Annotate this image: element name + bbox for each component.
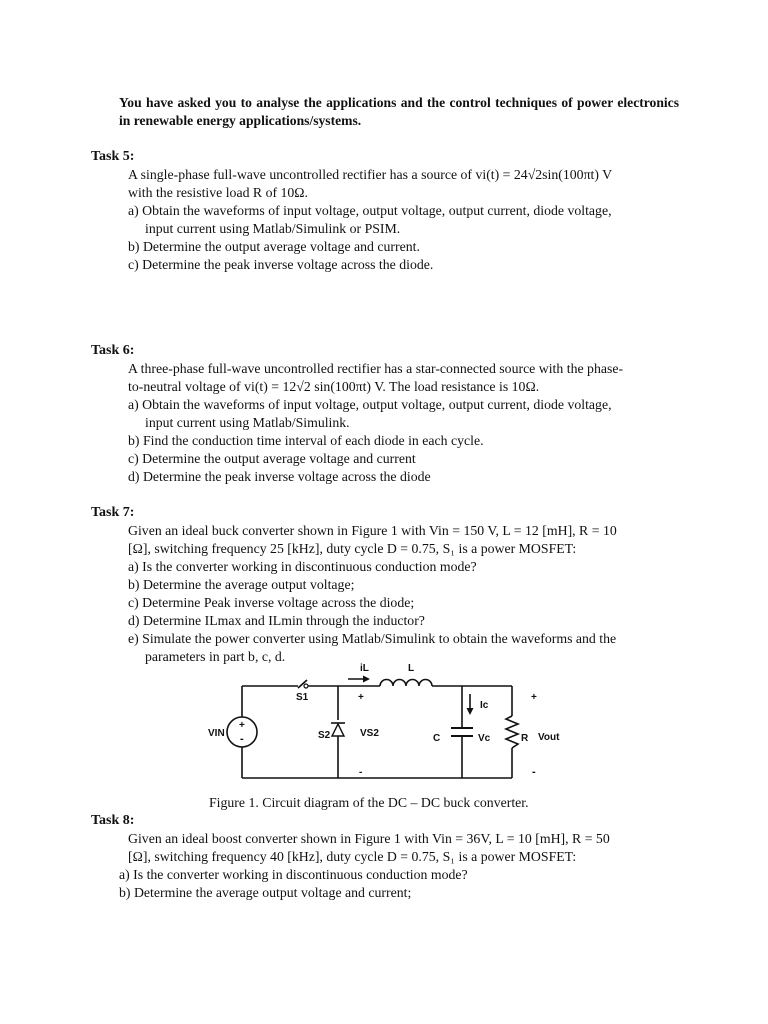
- task5-line2: with the resistive load R of 10Ω.: [128, 185, 309, 200]
- figure-caption: Figure 1. Circuit diagram of the DC – DC buck converter.: [209, 795, 529, 810]
- label-out-minus: -: [532, 766, 536, 778]
- label-il: iL: [360, 663, 369, 674]
- task5-line1: A single-phase full-wave uncontrolled rectifier has a source of vi(t) = 24√2sin(100πt) V: [128, 167, 613, 182]
- label-source-minus: -: [240, 733, 244, 745]
- inductor-current-arrow-icon: [348, 676, 370, 683]
- buck-converter-circuit-diagram: [200, 660, 570, 790]
- task6-item-d: d) Determine the peak inverse voltage across the diode: [128, 469, 431, 484]
- task8-line2: [Ω], switching frequency 40 [kHz], duty cycle D = 0.75, S₁ is a power MOSFET:: [128, 849, 577, 864]
- task5-item-a-cont: input current using Matlab/Simulink or PSIM.: [145, 221, 401, 236]
- task8-line1: Given an ideal boost converter shown in Figure 1 with Vin = 36V, L = 10 [mH], R = 50: [128, 831, 610, 846]
- task6-item-b: b) Find the conduction time interval of each diode in each cycle.: [128, 433, 484, 448]
- label-s1: S1: [296, 692, 309, 703]
- task5-heading: Task 5:: [91, 149, 135, 164]
- task7-heading: Task 7:: [91, 505, 135, 520]
- task6-line1: A three-phase full-wave uncontrolled rectifier has a star-connected source with the phase-: [128, 361, 624, 376]
- label-l: L: [408, 663, 415, 674]
- task7-item-c: c) Determine Peak inverse voltage across the diode;: [128, 595, 415, 610]
- inductor-symbol: [380, 680, 432, 687]
- task8-item-b: b) Determine the average output voltage and current;: [119, 885, 412, 900]
- label-r: R: [521, 733, 529, 744]
- capacitor-current-arrow-icon: [467, 694, 474, 715]
- resistor-symbol: [506, 716, 518, 748]
- label-vs2: VS2: [360, 728, 379, 739]
- task8-item-a: a) Is the converter working in discontinuous conduction mode?: [119, 867, 468, 882]
- task6-item-a: a) Obtain the waveforms of input voltage, output voltage, output current, diode voltage,: [128, 397, 612, 412]
- task7-item-b: b) Determine the average output voltage;: [128, 577, 355, 592]
- label-vc: Vc: [478, 733, 491, 744]
- task6-heading: Task 6:: [91, 343, 135, 358]
- label-source-plus: +: [239, 720, 245, 731]
- task6-item-a-cont: input current using Matlab/Simulink.: [145, 415, 350, 430]
- task7-item-a: a) Is the converter working in discontinuous conduction mode?: [128, 559, 477, 574]
- task5-item-c: c) Determine the peak inverse voltage across the diode.: [128, 257, 434, 272]
- task5-item-a: a) Obtain the waveforms of input voltage, output voltage, output current, diode voltage,: [128, 203, 612, 218]
- task7-item-d: d) Determine ILmax and ILmin through the inductor?: [128, 613, 425, 628]
- task7-item-e: e) Simulate the power converter using Matlab/Simulink to obtain the waveforms and the: [128, 631, 617, 646]
- label-s2: S2: [318, 730, 331, 741]
- task5-item-b: b) Determine the output average voltage and current.: [128, 239, 420, 254]
- task6-item-c: c) Determine the output average voltage and current: [128, 451, 416, 466]
- diode-s2-symbol: [331, 723, 345, 736]
- task7-item-e-cont: parameters in part b, c, d.: [145, 649, 286, 664]
- label-vout: Vout: [538, 732, 560, 743]
- label-minus-bottom: -: [359, 767, 363, 778]
- label-out-plus: +: [531, 692, 537, 703]
- label-ic: Ic: [480, 700, 489, 711]
- label-vin: VIN: [208, 728, 225, 739]
- capacitor-symbol: [451, 728, 473, 736]
- label-c: C: [433, 733, 441, 744]
- task8-heading: Task 8:: [91, 813, 135, 828]
- task6-line2: to-neutral voltage of vi(t) = 12√2 sin(100πt) V. The load resistance is 10Ω.: [128, 379, 540, 394]
- intro-paragraph: You have asked you to analyse the applications and the control techniques of power electronics in renewable energy applications/systems.: [119, 95, 679, 128]
- label-plus-top: +: [358, 692, 364, 703]
- task7-line1: Given an ideal buck converter shown in Figure 1 with Vin = 150 V, L = 12 [mH], R = 10: [128, 523, 617, 538]
- switch-s1-symbol: [298, 680, 308, 688]
- task7-line2: [Ω], switching frequency 25 [kHz], duty cycle D = 0.75, S₁ is a power MOSFET:: [128, 541, 577, 556]
